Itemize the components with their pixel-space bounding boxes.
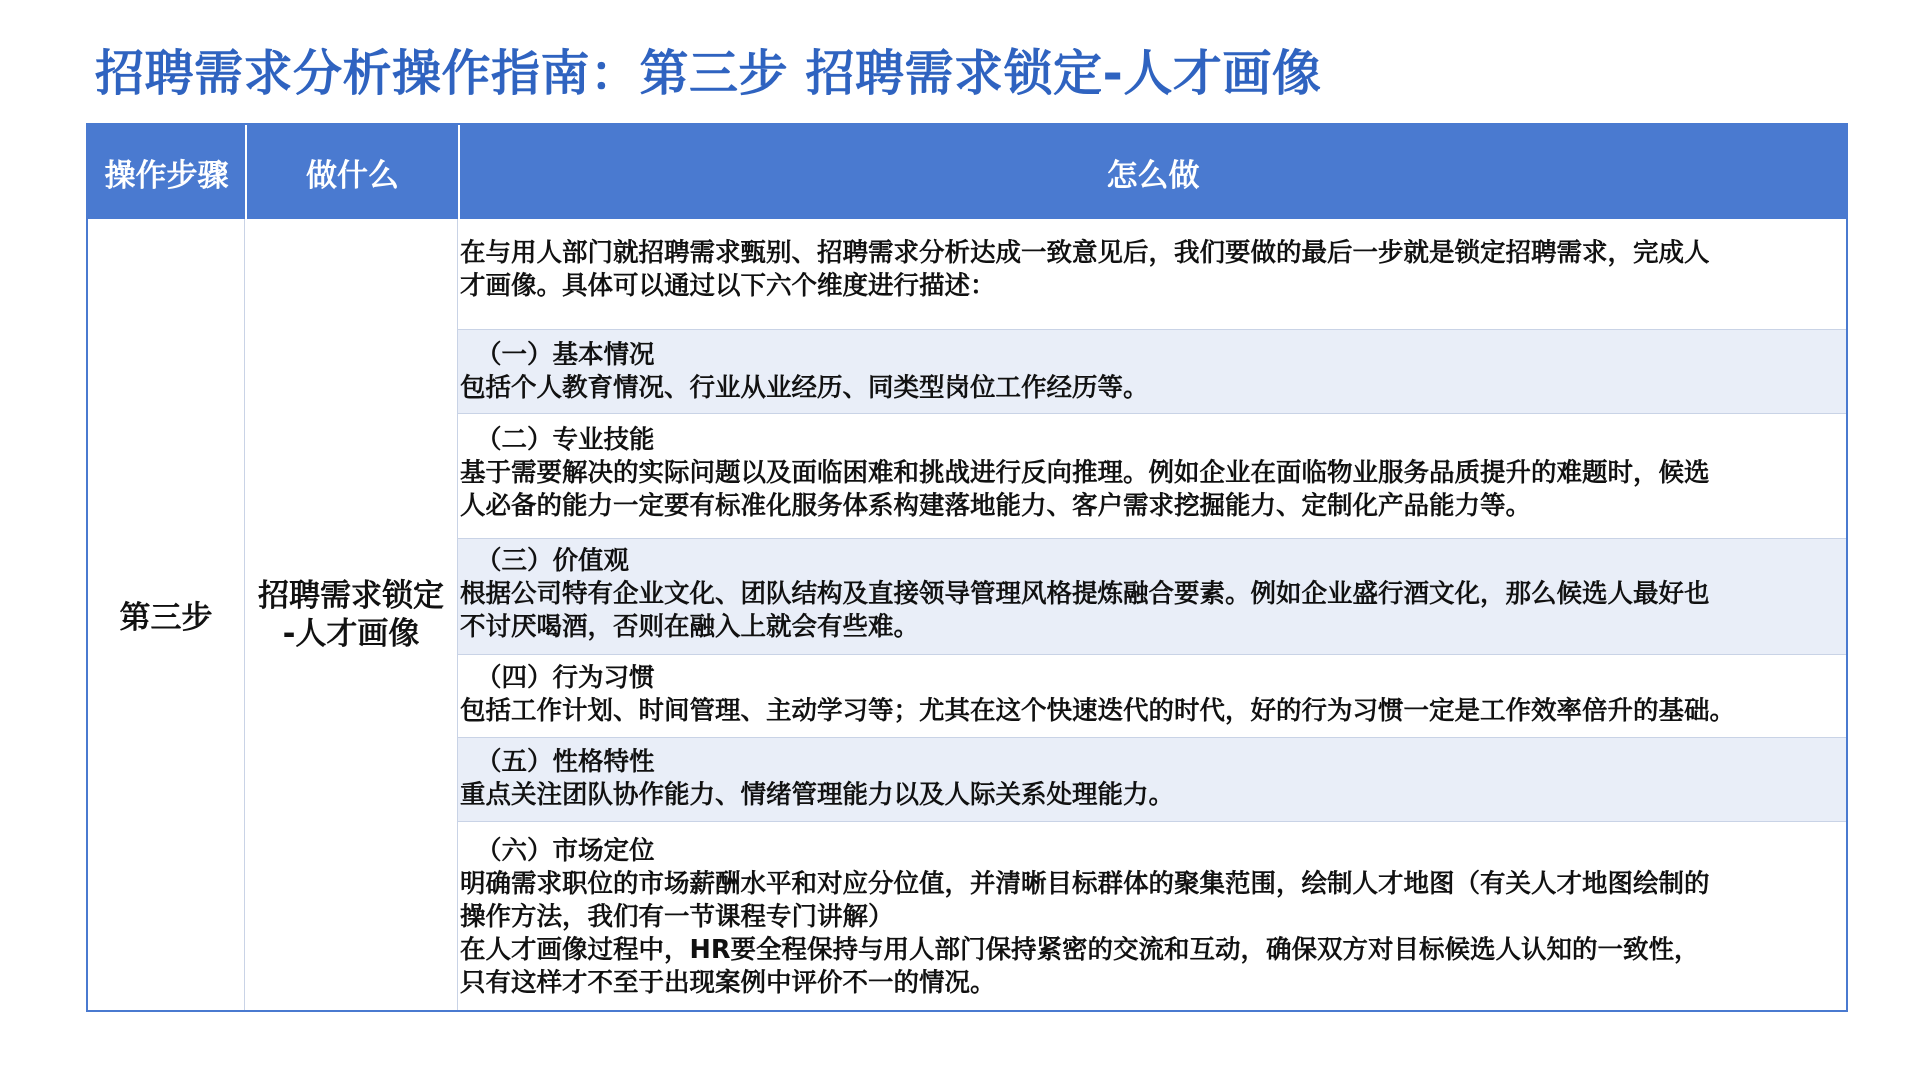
dimension-title: （二）专业技能 — [476, 425, 655, 455]
dimension-title: （四）行为习惯 — [476, 663, 655, 693]
what-line-1: 招聘需求锁定 — [258, 577, 444, 614]
header-step: 操作步骤 — [88, 125, 245, 219]
cell-how — [458, 219, 1846, 1010]
dimension-text: 不讨厌喝酒，否则在融入上就会有些难。 — [460, 612, 920, 642]
dimension-title: （五）性格特性 — [476, 747, 655, 777]
dimension-title: （六）市场定位 — [476, 836, 655, 866]
dimension-text: 基于需要解决的实际问题以及面临困难和挑战进行反向推理。例如企业在面临物业服务品质提升的难题时，候选 — [460, 458, 1710, 488]
guide-table — [86, 123, 1848, 1012]
dimension-title: （一）基本情况 — [476, 340, 655, 370]
dimension-text: 操作方法，我们有一节课程专门讲解） — [460, 902, 894, 932]
dimension-text: 包括工作计划、时间管理、主动学习等；尤其在这个快速迭代的时代，好的行为习惯一定是工作效率倍升的基础。 — [460, 696, 1736, 726]
dimension-text: 重点关注团队协作能力、情绪管理能力以及人际关系处理能力。 — [460, 780, 1175, 810]
intro-block — [458, 219, 1846, 330]
intro-line: 在与用人部门就招聘需求甄别、招聘需求分析达成一致意见后，我们要做的最后一步就是锁定招聘需求，完成人 — [460, 238, 1710, 268]
dimension-values — [458, 539, 1846, 655]
header-what: 做什么 — [245, 125, 458, 219]
cell-step: 第三步 — [88, 219, 245, 1010]
dimension-basic — [458, 330, 1846, 414]
dimension-text: 只有这样才不至于出现案例中评价不一的情况。 — [460, 968, 996, 998]
dimension-text: 在人才画像过程中，HR要全程保持与用人部门保持紧密的交流和互动，确保双方对目标候选人认知的一致性， — [460, 935, 1700, 965]
cell-what — [245, 219, 458, 1010]
header-how: 怎么做 — [458, 125, 1846, 219]
page-title: 招聘需求分析操作指南：第三步 招聘需求锁定-人才画像 — [95, 45, 1322, 102]
dimension-text: 人必备的能力一定要有标准化服务体系构建落地能力、客户需求挖掘能力、定制化产品能力等。 — [460, 491, 1532, 521]
intro-line: 才画像。具体可以通过以下六个维度进行描述： — [460, 271, 996, 301]
dimension-habits — [458, 655, 1846, 738]
dimension-text: 明确需求职位的市场薪酬水平和对应分位值，并清晰目标群体的聚集范围，绘制人才地图（有关人才地图绘制的 — [460, 869, 1710, 899]
dimension-skills — [458, 414, 1846, 539]
dimension-market — [458, 822, 1846, 1010]
dimension-text: 包括个人教育情况、行业从业经历、同类型岗位工作经历等。 — [460, 373, 1149, 403]
dimension-text: 根据公司特有企业文化、团队结构及直接领导管理风格提炼融合要素。例如企业盛行酒文化，那么候选人最好也 — [460, 579, 1710, 609]
dimension-title: （三）价值观 — [476, 546, 630, 576]
what-line-2: -人才画像 — [282, 615, 420, 652]
dimension-personality — [458, 738, 1846, 822]
